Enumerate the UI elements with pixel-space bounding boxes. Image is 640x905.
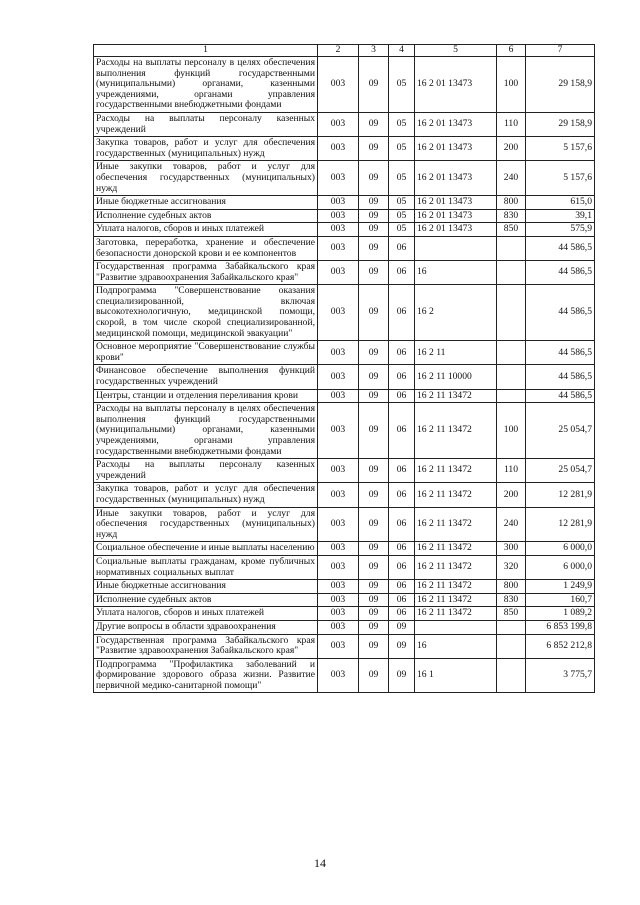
- subsection-code-cell: 05: [389, 112, 415, 136]
- amount-cell: 25 054,7: [526, 459, 595, 483]
- ministry-code-cell: 003: [318, 236, 359, 260]
- expense-type-cell: 850: [497, 223, 526, 237]
- amount-cell: 29 158,9: [526, 112, 595, 136]
- section-code-cell: 09: [359, 507, 389, 542]
- section-code-cell: 09: [359, 620, 389, 634]
- amount-cell: 6 852 212,8: [526, 634, 595, 658]
- target-article-cell: 16 2 11 10000: [415, 365, 497, 389]
- expense-name-cell: Государственная программа Забайкальского края "Развитие здравоохранения Забайкальского края": [94, 634, 318, 658]
- subsection-code-cell: 05: [389, 196, 415, 210]
- expense-name-cell: Заготовка, переработка, хранение и обеспечение безопасности донорской крови и ее компонентов: [94, 236, 318, 260]
- target-article-cell: 16 2 01 13473: [415, 161, 497, 196]
- target-article-cell: 16: [415, 261, 497, 285]
- expense-type-cell: [497, 620, 526, 634]
- ministry-code-cell: 003: [318, 365, 359, 389]
- ministry-code-cell: 003: [318, 285, 359, 341]
- ministry-code-cell: 003: [318, 634, 359, 658]
- target-article-cell: 16 2 11 13472: [415, 483, 497, 507]
- ministry-code-cell: 003: [318, 161, 359, 196]
- expense-name-cell: Уплата налогов, сборов и иных платежей: [94, 607, 318, 621]
- expense-name-cell: Закупка товаров, работ и услуг для обеспечения государственных (муниципальных) нужд: [94, 137, 318, 161]
- expense-type-cell: 850: [497, 607, 526, 621]
- ministry-code-cell: 003: [318, 607, 359, 621]
- table-row: [94, 542, 595, 556]
- expense-name-cell: Подпрограмма "Совершенствование оказания специализированной, включая высокотехнологичную, медицинской помощи, скорой, в том числе скорой специализированной, медицинской помощи, медицинской эвакуации": [94, 285, 318, 341]
- subsection-code-cell: 06: [389, 593, 415, 607]
- section-code-cell: 09: [359, 403, 389, 459]
- table-row: [94, 459, 595, 483]
- table-header-row: [94, 45, 595, 57]
- ministry-code-cell: 003: [318, 507, 359, 542]
- expense-name-cell: Иные закупки товаров, работ и услуг для обеспечения государственных (муниципальных) нужд: [94, 161, 318, 196]
- ministry-code-cell: 003: [318, 137, 359, 161]
- amount-cell: 44 586,5: [526, 261, 595, 285]
- amount-cell: 25 054,7: [526, 403, 595, 459]
- expense-type-cell: 800: [497, 196, 526, 210]
- expense-type-cell: [497, 285, 526, 341]
- subsection-code-cell: 06: [389, 580, 415, 594]
- amount-cell: 44 586,5: [526, 365, 595, 389]
- section-code-cell: 09: [359, 658, 389, 693]
- target-article-cell: 16 2 01 13473: [415, 223, 497, 237]
- target-article-cell: 16 2 11: [415, 341, 497, 365]
- amount-cell: 44 586,5: [526, 236, 595, 260]
- expense-type-cell: 110: [497, 112, 526, 136]
- amount-cell: 29 158,9: [526, 57, 595, 113]
- expense-name-cell: Иные бюджетные ассигнования: [94, 580, 318, 594]
- expense-type-cell: 300: [497, 542, 526, 556]
- expense-type-cell: [497, 341, 526, 365]
- table-row: [94, 236, 595, 260]
- table-row: [94, 57, 595, 113]
- expense-type-cell: 830: [497, 209, 526, 223]
- expense-name-cell: Социальное обеспечение и иные выплаты населению: [94, 542, 318, 556]
- section-code-cell: 09: [359, 341, 389, 365]
- target-article-cell: 16: [415, 634, 497, 658]
- amount-cell: 44 586,5: [526, 389, 595, 403]
- ministry-code-cell: 003: [318, 620, 359, 634]
- ministry-code-cell: 003: [318, 459, 359, 483]
- table-row: [94, 593, 595, 607]
- subsection-code-cell: 06: [389, 507, 415, 542]
- table-body: [94, 57, 595, 693]
- ministry-code-cell: 003: [318, 403, 359, 459]
- expense-name-cell: Расходы на выплаты персоналу в целях обеспечения выполнения функций государственными (муниципальными) органами, казенными учреждениями, органами управления государственными внебюджетными фондами: [94, 403, 318, 459]
- table-row: [94, 196, 595, 210]
- expense-name-cell: Иные закупки товаров, работ и услуг для обеспечения государственных (муниципальных) нужд: [94, 507, 318, 542]
- table-row: [94, 137, 595, 161]
- target-article-cell: 16 2 01 13473: [415, 196, 497, 210]
- expense-type-cell: 100: [497, 403, 526, 459]
- subsection-code-cell: 06: [389, 341, 415, 365]
- expense-name-cell: Подпрограмма "Профилактика заболеваний и формирование здорового образа жизни. Развитие первичной медико-санитарной помощи": [94, 658, 318, 693]
- ministry-code-cell: 003: [318, 580, 359, 594]
- expense-type-cell: 320: [497, 555, 526, 579]
- subsection-code-cell: 09: [389, 634, 415, 658]
- target-article-cell: 16 2 01 13473: [415, 57, 497, 113]
- expense-name-cell: Закупка товаров, работ и услуг для обеспечения государственных (муниципальных) нужд: [94, 483, 318, 507]
- expense-type-cell: 200: [497, 483, 526, 507]
- subsection-code-cell: 09: [389, 658, 415, 693]
- subsection-code-cell: 06: [389, 236, 415, 260]
- ministry-code-cell: 003: [318, 112, 359, 136]
- amount-cell: 1 249,9: [526, 580, 595, 594]
- expense-type-cell: [497, 658, 526, 693]
- amount-cell: 3 775,7: [526, 658, 595, 693]
- table-row: [94, 403, 595, 459]
- target-article-cell: 16 2 11 13472: [415, 507, 497, 542]
- table-row: [94, 507, 595, 542]
- expense-type-cell: [497, 236, 526, 260]
- table-row: [94, 607, 595, 621]
- amount-cell: 615,0: [526, 196, 595, 210]
- section-code-cell: 09: [359, 389, 389, 403]
- table-row: [94, 285, 595, 341]
- subsection-code-cell: 06: [389, 542, 415, 556]
- expense-name-cell: Исполнение судебных актов: [94, 209, 318, 223]
- expense-name-cell: Основное мероприятие "Совершенствование службы крови": [94, 341, 318, 365]
- amount-cell: 1 089,2: [526, 607, 595, 621]
- expense-type-cell: 800: [497, 580, 526, 594]
- expense-type-cell: [497, 365, 526, 389]
- section-code-cell: 09: [359, 593, 389, 607]
- section-code-cell: 09: [359, 196, 389, 210]
- amount-cell: 6 000,0: [526, 555, 595, 579]
- subsection-code-cell: 05: [389, 223, 415, 237]
- section-code-cell: 09: [359, 236, 389, 260]
- section-code-cell: 09: [359, 634, 389, 658]
- target-article-cell: 16 2 11 13472: [415, 555, 497, 579]
- table-row: [94, 112, 595, 136]
- ministry-code-cell: 003: [318, 483, 359, 507]
- expense-type-cell: [497, 389, 526, 403]
- amount-cell: 44 586,5: [526, 341, 595, 365]
- section-code-cell: 09: [359, 483, 389, 507]
- table-row: [94, 261, 595, 285]
- section-code-cell: 09: [359, 112, 389, 136]
- expense-type-cell: 240: [497, 161, 526, 196]
- table-row: [94, 483, 595, 507]
- section-code-cell: 09: [359, 209, 389, 223]
- section-code-cell: 09: [359, 555, 389, 579]
- target-article-cell: 16 2: [415, 285, 497, 341]
- header-cell: 5: [415, 45, 497, 57]
- amount-cell: 6 000,0: [526, 542, 595, 556]
- expense-name-cell: Расходы на выплаты персоналу в целях обеспечения выполнения функций государственными (муниципальными) органами, казенными учреждениями, органами управления государственными внебюджетными фондами: [94, 57, 318, 113]
- target-article-cell: 16 2 11 13472: [415, 593, 497, 607]
- table-row: [94, 634, 595, 658]
- ministry-code-cell: 003: [318, 341, 359, 365]
- table-row: [94, 223, 595, 237]
- header-cell: 2: [318, 45, 359, 57]
- ministry-code-cell: 003: [318, 389, 359, 403]
- budget-table: [93, 44, 595, 693]
- amount-cell: 5 157,6: [526, 137, 595, 161]
- section-code-cell: 09: [359, 261, 389, 285]
- table-row: [94, 341, 595, 365]
- amount-cell: 160,7: [526, 593, 595, 607]
- target-article-cell: 16 2 01 13473: [415, 137, 497, 161]
- expense-name-cell: Исполнение судебных актов: [94, 593, 318, 607]
- expense-name-cell: Уплата налогов, сборов и иных платежей: [94, 223, 318, 237]
- subsection-code-cell: 05: [389, 57, 415, 113]
- section-code-cell: 09: [359, 607, 389, 621]
- expense-name-cell: Другие вопросы в области здравоохранения: [94, 620, 318, 634]
- ministry-code-cell: 003: [318, 555, 359, 579]
- ministry-code-cell: 003: [318, 223, 359, 237]
- expense-type-cell: [497, 261, 526, 285]
- subsection-code-cell: 05: [389, 137, 415, 161]
- expense-name-cell: Финансовое обеспечение выполнения функций государственных учреждений: [94, 365, 318, 389]
- expense-name-cell: Расходы на выплаты персоналу казенных учреждений: [94, 459, 318, 483]
- section-code-cell: 09: [359, 365, 389, 389]
- table-row: [94, 209, 595, 223]
- amount-cell: 12 281,9: [526, 483, 595, 507]
- subsection-code-cell: 06: [389, 285, 415, 341]
- table-row: [94, 580, 595, 594]
- ministry-code-cell: 003: [318, 57, 359, 113]
- target-article-cell: 16 2 11 13472: [415, 542, 497, 556]
- subsection-code-cell: 06: [389, 389, 415, 403]
- ministry-code-cell: 003: [318, 593, 359, 607]
- expense-type-cell: 240: [497, 507, 526, 542]
- ministry-code-cell: 003: [318, 261, 359, 285]
- expense-type-cell: 830: [497, 593, 526, 607]
- section-code-cell: 09: [359, 137, 389, 161]
- expense-type-cell: 100: [497, 57, 526, 113]
- section-code-cell: 09: [359, 542, 389, 556]
- header-cell: 4: [389, 45, 415, 57]
- section-code-cell: 09: [359, 223, 389, 237]
- expense-name-cell: Иные бюджетные ассигнования: [94, 196, 318, 210]
- target-article-cell: [415, 620, 497, 634]
- expense-name-cell: Государственная программа Забайкальского края "Развитие здравоохранения Забайкальского края": [94, 261, 318, 285]
- target-article-cell: 16 2 01 13473: [415, 112, 497, 136]
- table-row: [94, 389, 595, 403]
- table-row: [94, 620, 595, 634]
- ministry-code-cell: 003: [318, 542, 359, 556]
- amount-cell: 39,1: [526, 209, 595, 223]
- target-article-cell: 16 1: [415, 658, 497, 693]
- amount-cell: 575,9: [526, 223, 595, 237]
- ministry-code-cell: 003: [318, 196, 359, 210]
- subsection-code-cell: 09: [389, 620, 415, 634]
- header-cell: 6: [497, 45, 526, 57]
- expense-name-cell: Центры, станции и отделения переливания крови: [94, 389, 318, 403]
- ministry-code-cell: 003: [318, 658, 359, 693]
- section-code-cell: 09: [359, 459, 389, 483]
- amount-cell: 5 157,6: [526, 161, 595, 196]
- target-article-cell: 16 2 11 13472: [415, 459, 497, 483]
- subsection-code-cell: 06: [389, 459, 415, 483]
- table-row: [94, 555, 595, 579]
- table-row: [94, 658, 595, 693]
- target-article-cell: [415, 236, 497, 260]
- amount-cell: 6 853 199,8: [526, 620, 595, 634]
- subsection-code-cell: 06: [389, 555, 415, 579]
- target-article-cell: 16 2 11 13472: [415, 607, 497, 621]
- section-code-cell: 09: [359, 161, 389, 196]
- header-cell: 3: [359, 45, 389, 57]
- target-article-cell: 16 2 01 13473: [415, 209, 497, 223]
- header-cell: 7: [526, 45, 595, 57]
- header-cell: 1: [94, 45, 318, 57]
- subsection-code-cell: 05: [389, 161, 415, 196]
- subsection-code-cell: 06: [389, 607, 415, 621]
- expense-type-cell: 200: [497, 137, 526, 161]
- table-row: [94, 161, 595, 196]
- amount-cell: 12 281,9: [526, 507, 595, 542]
- subsection-code-cell: 06: [389, 261, 415, 285]
- expense-name-cell: Расходы на выплаты персоналу казенных учреждений: [94, 112, 318, 136]
- subsection-code-cell: 06: [389, 483, 415, 507]
- target-article-cell: 16 2 11 13472: [415, 389, 497, 403]
- subsection-code-cell: 05: [389, 209, 415, 223]
- section-code-cell: 09: [359, 57, 389, 113]
- section-code-cell: 09: [359, 580, 389, 594]
- subsection-code-cell: 06: [389, 365, 415, 389]
- expense-name-cell: Социальные выплаты гражданам, кроме публичных нормативных социальных выплат: [94, 555, 318, 579]
- section-code-cell: 09: [359, 285, 389, 341]
- target-article-cell: 16 2 11 13472: [415, 580, 497, 594]
- expense-type-cell: 110: [497, 459, 526, 483]
- table-row: [94, 365, 595, 389]
- amount-cell: 44 586,5: [526, 285, 595, 341]
- page-number: 14: [314, 856, 326, 870]
- target-article-cell: 16 2 11 13472: [415, 403, 497, 459]
- ministry-code-cell: 003: [318, 209, 359, 223]
- expense-type-cell: [497, 634, 526, 658]
- subsection-code-cell: 06: [389, 403, 415, 459]
